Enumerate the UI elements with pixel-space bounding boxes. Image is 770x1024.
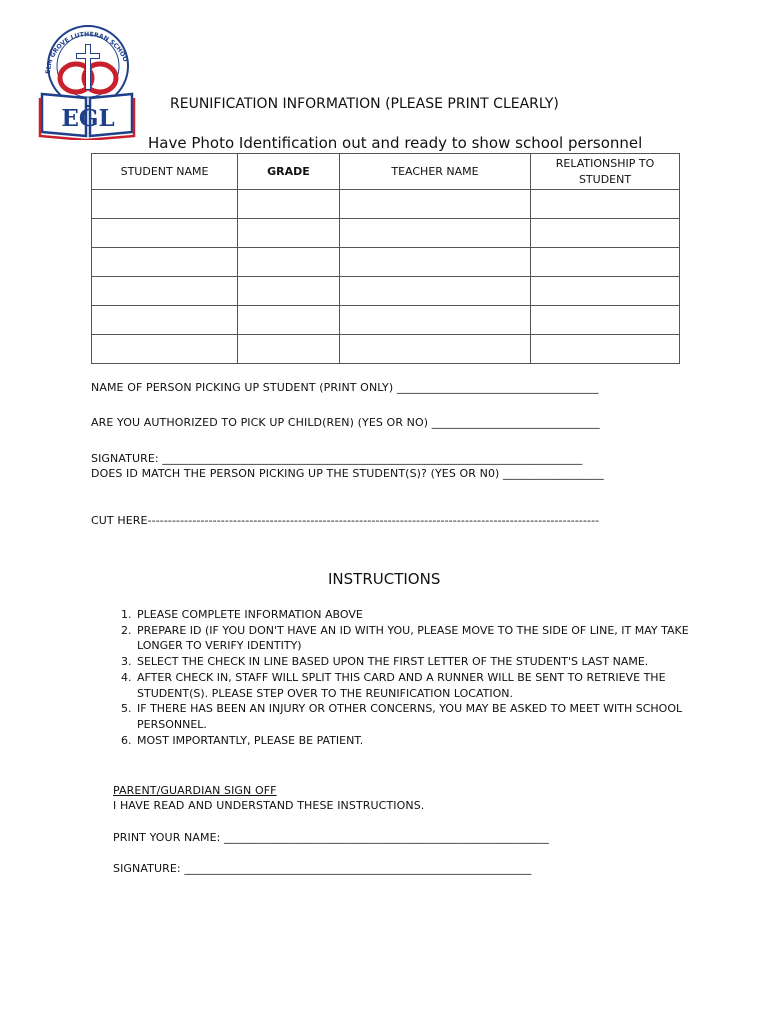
- column-header-grade: GRADE: [238, 154, 340, 190]
- table-cell[interactable]: [92, 248, 238, 277]
- table-cell[interactable]: [531, 219, 680, 248]
- instruction-item: 6. MOST IMPORTANTLY, PLEASE BE PATIENT.: [135, 733, 695, 749]
- table-cell[interactable]: [340, 219, 531, 248]
- svg-text:EGL: EGL: [61, 105, 115, 132]
- table-row: [92, 219, 680, 248]
- table-cell[interactable]: [531, 277, 680, 306]
- school-logo: [36, 16, 136, 140]
- table-cell[interactable]: [531, 335, 680, 364]
- table-cell[interactable]: [238, 306, 340, 335]
- table-row: [92, 248, 680, 277]
- table-row: [92, 306, 680, 335]
- column-header-relationship: RELATIONSHIP TO STUDENT: [531, 154, 680, 190]
- table-cell[interactable]: [92, 219, 238, 248]
- table-cell[interactable]: [238, 277, 340, 306]
- signature-field[interactable]: SIGNATURE: ___________________________________________________________________________: [91, 452, 583, 465]
- signoff-signature-field[interactable]: SIGNATURE: ______________________________________________________________: [113, 862, 532, 875]
- table-row: [92, 190, 680, 219]
- name-of-person-field[interactable]: NAME OF PERSON PICKING UP STUDENT (PRINT ONLY) ____________________________________: [91, 381, 599, 394]
- table-cell[interactable]: [340, 306, 531, 335]
- instructions-title: INSTRUCTIONS: [328, 570, 441, 588]
- table-cell[interactable]: [92, 277, 238, 306]
- table-cell[interactable]: [531, 248, 680, 277]
- svg-text:ELM GROVE LUTHERAN SCHOOL: ELM GROVE LUTHERAN SCHOO: [44, 31, 129, 75]
- signoff-statement: I HAVE READ AND UNDERSTAND THESE INSTRUCTIONS.: [113, 799, 425, 812]
- column-header-teacher-name: TEACHER NAME: [340, 154, 531, 190]
- table-cell[interactable]: [531, 190, 680, 219]
- column-header-student-name: STUDENT NAME: [92, 154, 238, 190]
- table-cell[interactable]: [92, 335, 238, 364]
- table-cell[interactable]: [340, 190, 531, 219]
- table-cell[interactable]: [238, 248, 340, 277]
- instructions-list: [113, 607, 695, 748]
- instruction-item: 1. PLEASE COMPLETE INFORMATION ABOVE: [135, 607, 695, 623]
- table-cell[interactable]: [340, 248, 531, 277]
- instruction-item: 4. AFTER CHECK IN, STAFF WILL SPLIT THIS CARD AND A RUNNER WILL BE SENT TO RETRIEVE THE STUDENT(S). PLEASE STEP OVER TO THE REUNIFICATION LOCATION.: [135, 670, 695, 701]
- print-name-field[interactable]: PRINT YOUR NAME: __________________________________________________________: [113, 831, 549, 844]
- page-subtitle: Have Photo Identification out and ready to show school personnel: [148, 134, 643, 152]
- signoff-heading: PARENT/GUARDIAN SIGN OFF: [113, 784, 277, 797]
- table-cell[interactable]: [238, 219, 340, 248]
- table-cell[interactable]: [92, 190, 238, 219]
- table-cell[interactable]: [238, 190, 340, 219]
- table-cell[interactable]: [92, 306, 238, 335]
- instruction-item: 2. PREPARE ID (IF YOU DON'T HAVE AN ID WITH YOU, PLEASE MOVE TO THE SIDE OF LINE, IT MAY TAKE LONGER TO VERIFY IDENTITY): [135, 623, 695, 654]
- table-header-row: [92, 154, 680, 190]
- table-cell[interactable]: [340, 335, 531, 364]
- table-cell[interactable]: [340, 277, 531, 306]
- authorized-field[interactable]: ARE YOU AUTHORIZED TO PICK UP CHILD(REN) (YES OR NO) ______________________________: [91, 416, 600, 429]
- instruction-item: 5. IF THERE HAS BEEN AN INJURY OR OTHER CONCERNS, YOU MAY BE ASKED TO MEET WITH SCHOOL PERSONNEL.: [135, 701, 695, 732]
- page-title: REUNIFICATION INFORMATION (PLEASE PRINT CLEARLY): [170, 96, 559, 112]
- student-table: [91, 153, 680, 364]
- table-row: [92, 335, 680, 364]
- instruction-item: 3. SELECT THE CHECK IN LINE BASED UPON THE FIRST LETTER OF THE STUDENT'S LAST NAME.: [135, 654, 695, 670]
- id-match-field[interactable]: DOES ID MATCH THE PERSON PICKING UP THE STUDENT(S)? (YES OR N0) __________________: [91, 467, 604, 480]
- table-cell[interactable]: [238, 335, 340, 364]
- cut-here-line: CUT HERE---------------------------------------------------------------------------------------------------------------: [91, 514, 600, 527]
- table-row: [92, 277, 680, 306]
- table-cell[interactable]: [531, 306, 680, 335]
